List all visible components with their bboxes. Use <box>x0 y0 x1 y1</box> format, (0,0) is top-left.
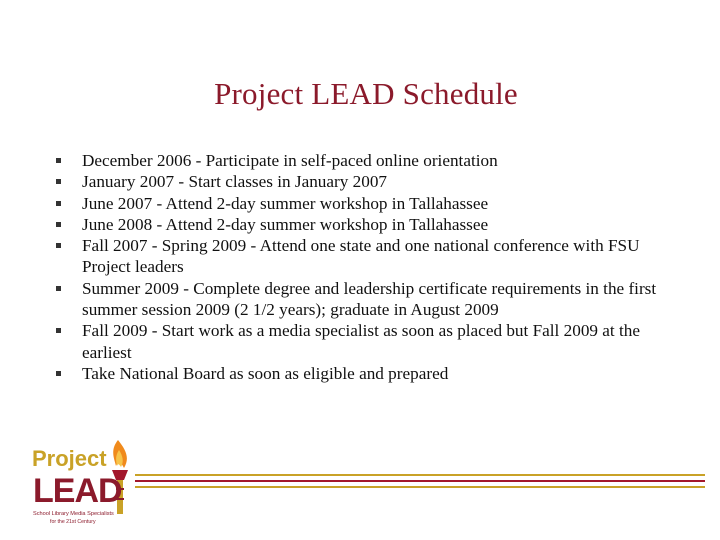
square-bullet-icon <box>56 201 61 206</box>
square-bullet-icon <box>56 222 61 227</box>
bullet-text: Take National Board as soon as eligible and prepared <box>82 363 449 383</box>
bullet-item <box>56 150 676 171</box>
bullet-text: Summer 2009 - Complete degree and leadership certificate requirements in the first summer session 2009 (2 1/2 years); graduate in August 2009 <box>82 278 657 320</box>
slide-title: Project LEAD Schedule <box>214 76 518 111</box>
bullet-list <box>56 150 676 384</box>
divider-line-gold <box>135 474 705 476</box>
project-lead-logo <box>30 436 136 534</box>
bullet-text: Fall 2007 - Spring 2009 - Attend one state and one national conference with FSU Project leaders <box>82 236 640 277</box>
bullet-item <box>56 235 676 278</box>
bullet-item <box>56 193 676 214</box>
bullet-item <box>56 363 676 384</box>
bullet-item <box>56 320 676 363</box>
divider-line-red <box>135 480 705 482</box>
square-bullet-icon <box>56 328 61 333</box>
bullet-text: Fall 2009 - Start work as a media specialist as soon as placed but Fall 2009 at the earliest <box>82 321 640 362</box>
logo-subtagline: for the 21st Century <box>50 519 96 525</box>
square-bullet-icon <box>56 158 61 163</box>
square-bullet-icon <box>56 179 61 184</box>
bullet-text: June 2008 - Attend 2-day summer workshop in Tallahassee <box>82 214 489 234</box>
bullet-text: June 2007 - Attend 2-day summer workshop in Tallahassee <box>82 193 489 213</box>
logo-word-project: Project <box>32 446 107 471</box>
bullet-item <box>56 214 676 235</box>
square-bullet-icon <box>56 243 61 248</box>
square-bullet-icon <box>56 286 61 291</box>
bullet-text: December 2006 - Participate in self-paced online orientation <box>82 151 498 170</box>
logo-tagline: School Library Media Specialists <box>33 511 114 517</box>
bullet-text: January 2007 - Start classes in January 2007 <box>82 172 388 192</box>
logo-word-lead: LEAD <box>33 472 122 510</box>
bullet-item <box>56 278 676 321</box>
square-bullet-icon <box>56 371 61 376</box>
bullet-item <box>56 171 676 192</box>
divider-line-gold-lower <box>135 486 705 488</box>
